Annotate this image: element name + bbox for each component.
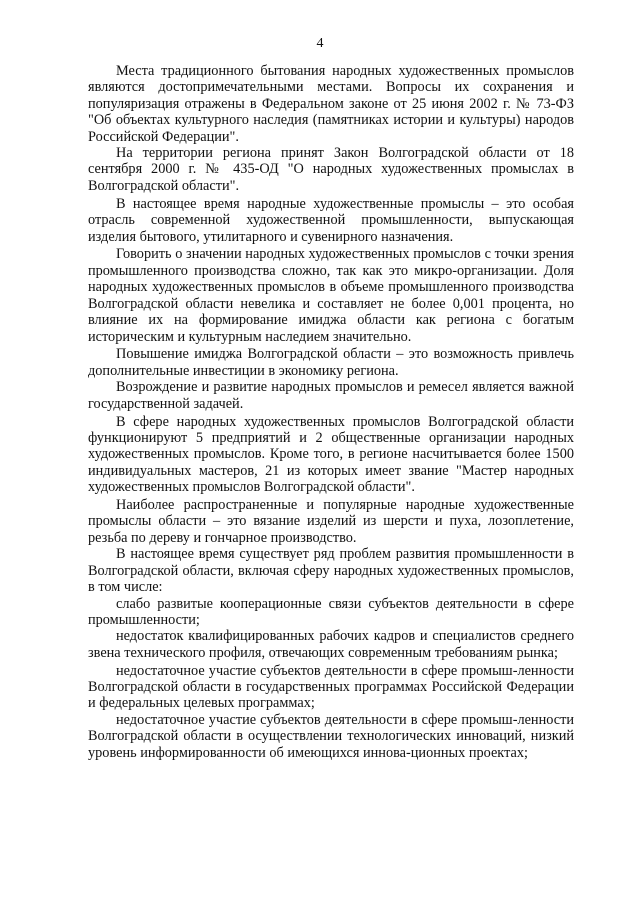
paragraph-8: Наиболее распространенные и популярные народные художественные промыслы области – это вязание изделий из шерсти и пуха, лозоплетение, резьба по дереву и гончарное производство. xyxy=(88,497,574,546)
paragraph-7: В сфере народных художественных промыслов Волгоградской области функционируют 5 предприятий и 2 общественные организации народных художественных промыслов. Кроме того, в регионе насчитывается более 1500 индивидуальных мастеров, 21 из которых имеет звание "Мастер народных художественных промыслов Волгоградской области". xyxy=(88,413,574,496)
paragraph-9: В настоящее время существует ряд проблем развития промышленности в Волгоградской области, включая сферу народных художественных промыслов, в том числе: xyxy=(88,546,574,596)
page-number: 4 xyxy=(316,36,324,51)
paragraph-2: На территории региона принят Закон Волгоградской области от 18 сентября 2000 г. № 435-ОД "О народных художественных промыслах в Волгоградской области". xyxy=(88,145,574,194)
paragraph-1: Места традиционного бытования народных художественных промыслов являются достопримечательными местами. Вопросы их сохранения и популяризация отражены в Федеральном законе от 25 июня 2002 г. № 73-ФЗ "Об объектах культурного наследия (памятниках истории и культуры) народов Российской Федерации". xyxy=(88,63,574,145)
paragraph-6: Возрождение и развитие народных промыслов и ремесел является важной государственной задачей. xyxy=(88,379,574,412)
paragraph-3: В настоящее время народные художественные промыслы – это особая отрасль современной художественной промышленности, выпускающая изделия бытового, утилитарного и сувенирного назначения. xyxy=(88,195,574,245)
list-item-2: недостаток квалифицированных рабочих кадров и специалистов среднего звена технического профиля, отвечающих современным требованиям рынка; xyxy=(88,628,574,661)
list-item-3: недостаточное участие субъектов деятельности в сфере промыш-ленности Волгоградской области в государственных программах Российской Федерации и федеральных целевых программах; xyxy=(88,662,574,712)
list-item-4: недостаточное участие субъектов деятельности в сфере промыш-ленности Волгоградской области в осуществлении технологических инноваций, низкий уровень информированности об имеющихся иннова-ционных проектах; xyxy=(88,711,574,761)
paragraph-4: Говорить о значении народных художественных промыслов с точки зрения промышленного производства сложно, так как это микро-организации. Доля народных художественных промыслов в объеме промышленного производства Волгоградской области невелика и составляет не более 0,001 процента, но влияние их на формирование имиджа области как региона с богатым историческим и культурным наследием значительно. xyxy=(88,246,574,345)
list-item-1: слабо развитые кооперационные связи субъектов деятельности в сфере промышленности; xyxy=(88,595,574,628)
document-body xyxy=(88,63,574,761)
paragraph-5: Повышение имиджа Волгоградской области – это возможность привлечь дополнительные инвестиции в экономику региона. xyxy=(88,346,574,379)
